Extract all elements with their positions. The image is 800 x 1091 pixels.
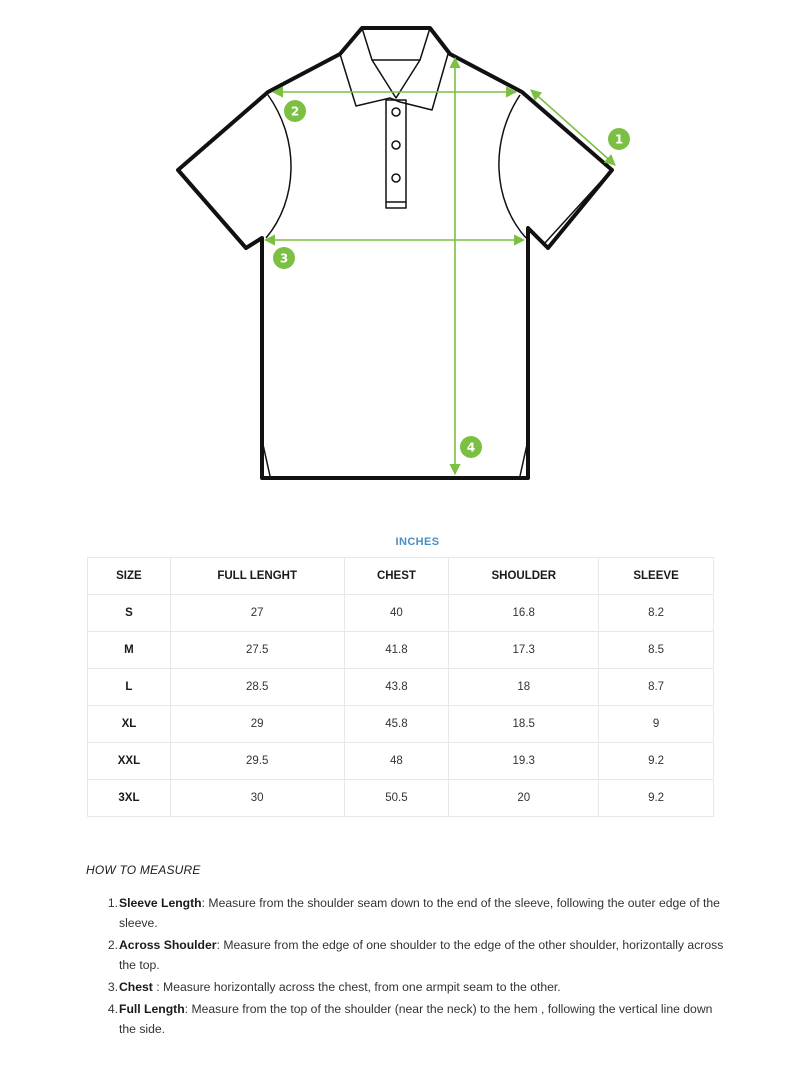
instruction-term: Full Length [119, 1002, 185, 1016]
instruction-term: Chest [119, 980, 153, 994]
instruction-number: 2. [107, 938, 118, 952]
chest-cell: 45.8 [344, 706, 449, 743]
full-length-cell: 28.5 [170, 669, 344, 706]
header-chest: CHEST [344, 558, 449, 595]
polo-shirt-illustration [0, 0, 800, 500]
table-row [88, 743, 714, 780]
how-to-measure-section [86, 863, 726, 1041]
instruction-item [106, 999, 726, 1039]
instruction-number: 1. [107, 896, 118, 910]
shoulder-cell: 16.8 [449, 595, 599, 632]
table-row [88, 780, 714, 817]
badge-2-icon [284, 100, 306, 122]
sleeve-cell: 8.7 [599, 669, 714, 706]
instruction-term: Across Shoulder [119, 938, 217, 952]
instruction-text: Measure from the shoulder seam down to the end of the sleeve, following the outer edge of the sleeve. [119, 896, 720, 930]
full-length-cell: 27.5 [170, 632, 344, 669]
svg-text:1: 1 [614, 132, 624, 147]
header-size: SIZE [88, 558, 171, 595]
instruction-number: 4. [107, 1002, 118, 1016]
header-shoulder: SHOULDER [449, 558, 599, 595]
sleeve-cell: 9.2 [599, 780, 714, 817]
sleeve-cell: 8.2 [599, 595, 714, 632]
shoulder-cell: 18.5 [449, 706, 599, 743]
instruction-item [106, 935, 726, 975]
size-diagram [0, 0, 800, 500]
size-cell: XXL [88, 743, 171, 780]
how-to-measure-title: HOW TO MEASURE [86, 863, 201, 877]
instruction-sep: : [184, 1002, 192, 1016]
shoulder-cell: 19.3 [449, 743, 599, 780]
size-cell: XL [88, 706, 171, 743]
sleeve-cell: 9.2 [599, 743, 714, 780]
size-cell: L [88, 669, 171, 706]
instruction-term: Sleeve Length [119, 896, 202, 910]
badge-3-icon [273, 247, 295, 269]
table-row [88, 669, 714, 706]
full-length-cell: 29.5 [170, 743, 344, 780]
instruction-item [106, 977, 726, 997]
chest-cell: 40 [344, 595, 449, 632]
size-cell: S [88, 595, 171, 632]
header-sleeve: SLEEVE [599, 558, 714, 595]
badge-4-icon [460, 436, 482, 458]
full-length-cell: 27 [170, 595, 344, 632]
size-cell: M [88, 632, 171, 669]
instruction-sep: : [216, 938, 224, 952]
table-row [88, 706, 714, 743]
svg-text:3: 3 [279, 251, 289, 266]
table-row [88, 632, 714, 669]
table-header-row [88, 558, 714, 595]
svg-text:4: 4 [466, 440, 476, 455]
size-cell: 3XL [88, 780, 171, 817]
full-length-cell: 30 [170, 780, 344, 817]
header-full-length: FULL LENGHT [170, 558, 344, 595]
instruction-item [106, 893, 726, 933]
instruction-text: Measure from the top of the shoulder (near the neck) to the hem , following the vertical line down the side. [119, 1002, 713, 1036]
chest-cell: 43.8 [344, 669, 449, 706]
sleeve-cell: 9 [599, 706, 714, 743]
table-row [88, 595, 714, 632]
instruction-number: 3. [107, 980, 118, 994]
units-label: INCHES [395, 536, 440, 548]
size-chart-table [87, 557, 714, 817]
shoulder-cell: 20 [449, 780, 599, 817]
instruction-sep: : [201, 896, 209, 910]
sleeve-cell: 8.5 [599, 632, 714, 669]
shoulder-cell: 17.3 [449, 632, 599, 669]
instruction-text: Measure from the edge of one shoulder to the edge of the other shoulder, horizontally across the top. [119, 938, 724, 972]
instruction-text: Measure horizontally across the chest, from one armpit seam to the other. [163, 980, 561, 994]
svg-text:2: 2 [290, 104, 300, 119]
shoulder-cell: 18 [449, 669, 599, 706]
chest-cell: 41.8 [344, 632, 449, 669]
instruction-sep: : [152, 980, 164, 994]
chest-cell: 50.5 [344, 780, 449, 817]
measure-instructions-list [86, 893, 726, 1039]
badge-1-icon [608, 128, 630, 150]
chest-cell: 48 [344, 743, 449, 780]
full-length-cell: 29 [170, 706, 344, 743]
